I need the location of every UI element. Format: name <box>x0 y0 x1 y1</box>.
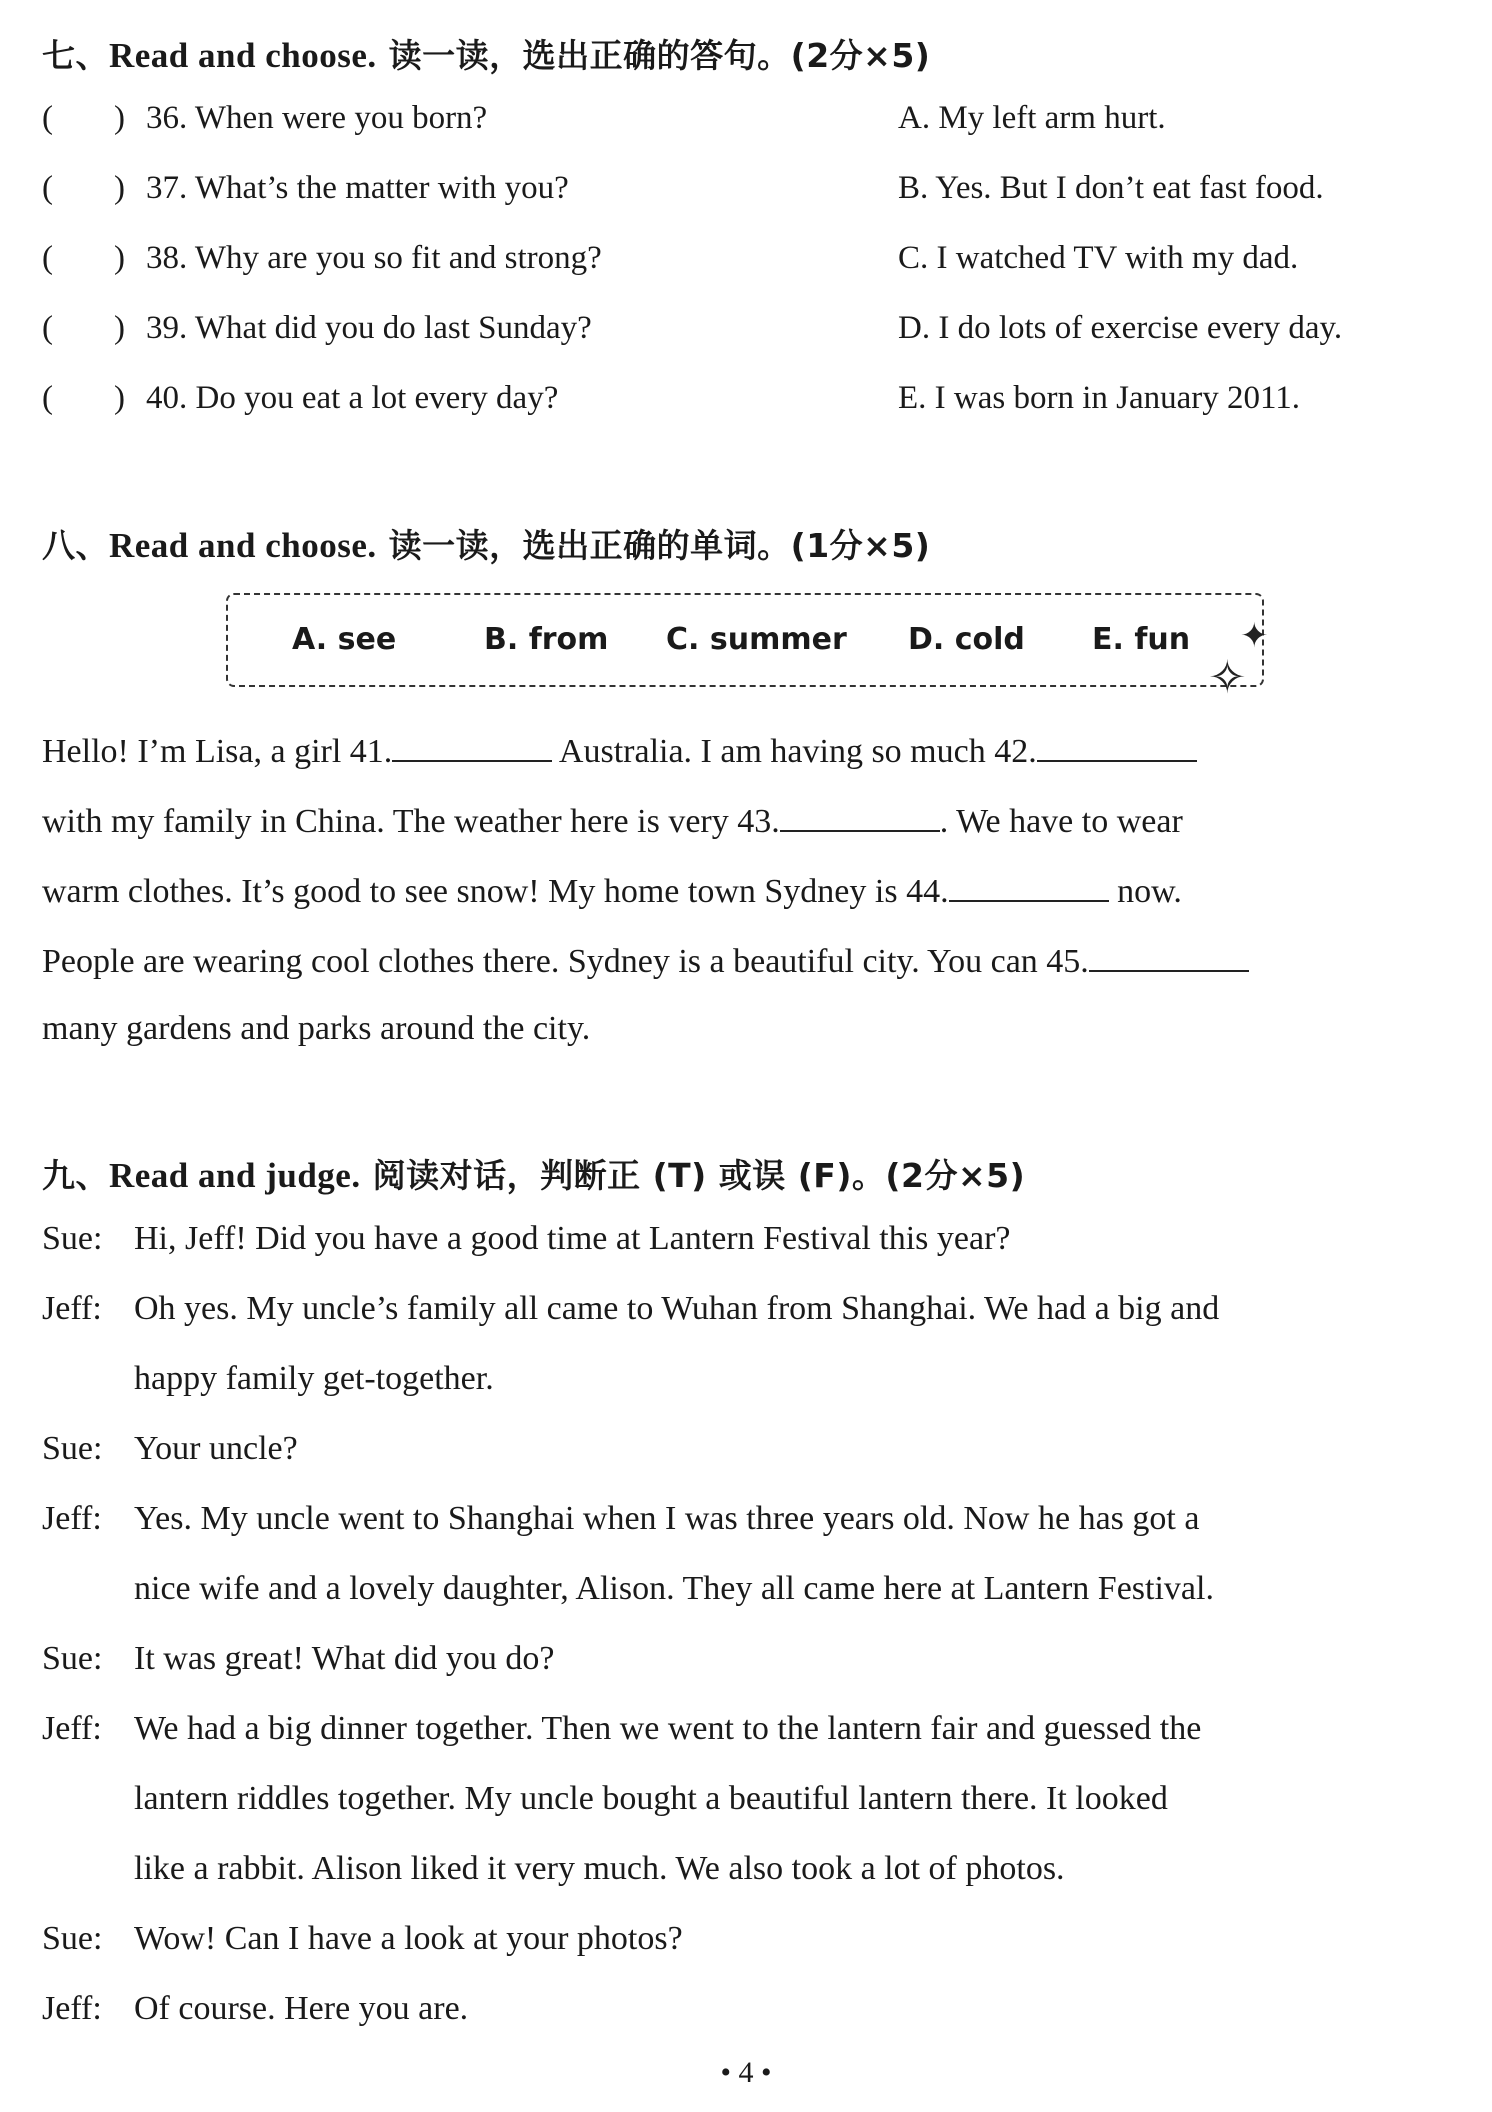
dialogue-text: Of course. Here you are. <box>134 1990 469 2027</box>
passage-text: Hello! I’m Lisa, a girl 41. <box>42 733 393 770</box>
word-option: C. summer <box>666 622 847 657</box>
answer-blank <box>949 870 1109 902</box>
dialogue-text: It was great! What did you do? <box>134 1640 555 1677</box>
answer-option: A. My left arm hurt. <box>898 100 1166 136</box>
word-option: D. cold <box>908 622 1025 657</box>
dialogue-line <box>42 1850 1452 1902</box>
section-7-number: 七、 <box>42 36 109 75</box>
question-row <box>42 380 1452 430</box>
section-9-title-en: Read and judge. <box>109 1156 361 1195</box>
dialogue-line <box>42 1500 1452 1552</box>
question-row <box>42 170 1452 220</box>
question-row <box>42 240 1452 290</box>
dialogue-text: lantern riddles together. My uncle bought a beautiful lantern there. It looked <box>134 1780 1168 1817</box>
dialogue-line <box>42 1290 1452 1342</box>
dialogue-line <box>42 1360 1452 1412</box>
answer-paren-close: ) <box>114 380 125 416</box>
answer-paren-close: ) <box>114 170 125 206</box>
passage-line <box>42 940 1452 992</box>
dialogue-text: happy family get-together. <box>134 1360 494 1397</box>
answer-blank <box>1089 940 1249 972</box>
sparkle-star-icon: ✧ <box>1208 650 1247 704</box>
passage-text: now. <box>1108 873 1182 910</box>
speaker-name: Sue: <box>42 1920 103 1957</box>
answer-option: B. Yes. But I don’t eat fast food. <box>898 170 1324 206</box>
section-9-number: 九、 <box>42 1156 109 1195</box>
answer-option: C. I watched TV with my dad. <box>898 240 1299 276</box>
speaker-name: Sue: <box>42 1430 103 1467</box>
question-text: 36. When were you born? <box>146 100 488 136</box>
answer-paren-open: ( <box>42 170 53 206</box>
page-number: • 4 • <box>720 2056 772 2089</box>
dialogue-text: like a rabbit. Alison liked it very much. We also took a lot of photos. <box>134 1850 1065 1887</box>
passage-text: warm clothes. It’s good to see snow! My home town Sydney is 44. <box>42 873 949 910</box>
section-8-title <box>42 520 930 567</box>
answer-paren-open: ( <box>42 380 53 416</box>
section-7-title <box>42 30 930 77</box>
answer-blank <box>1037 730 1197 762</box>
word-option: B. from <box>484 622 609 657</box>
speaker-name: Jeff: <box>42 1710 102 1747</box>
question-text: 40. Do you eat a lot every day? <box>146 380 559 416</box>
answer-option: D. I do lots of exercise every day. <box>898 310 1343 346</box>
question-text: 38. Why are you so fit and strong? <box>146 240 602 276</box>
answer-paren-close: ) <box>114 310 125 346</box>
dialogue-line <box>42 1710 1452 1762</box>
answer-option: E. I was born in January 2011. <box>898 380 1301 416</box>
question-text: 37. What’s the matter with you? <box>146 170 569 206</box>
dialogue-text: nice wife and a lovely daughter, Alison. They all came here at Lantern Festival. <box>134 1570 1214 1607</box>
dialogue-text: Oh yes. My uncle’s family all came to Wuhan from Shanghai. We had a big and <box>134 1290 1220 1327</box>
speaker-name: Sue: <box>42 1640 103 1677</box>
dialogue-text: Wow! Can I have a look at your photos? <box>134 1920 683 1957</box>
passage-text: Australia. I am having so much 42. <box>552 733 1037 770</box>
dialogue-line <box>42 1640 1452 1692</box>
section-9-title <box>42 1150 1025 1197</box>
word-bank-box <box>226 593 1264 687</box>
section-9-title-cn: 阅读对话，判断正 (T) 或误 (F)。(2分×5) <box>372 1156 1026 1195</box>
section-8-title-en: Read and choose. <box>109 526 377 565</box>
section-7-title-cn: 读一读，选出正确的答句。(2分×5) <box>388 36 931 75</box>
section-8-number: 八、 <box>42 526 109 565</box>
dialogue-line <box>42 1220 1452 1272</box>
dialogue-line <box>42 1920 1452 1972</box>
section-7-title-en: Read and choose. <box>109 36 377 75</box>
passage-text: . We have to wear <box>939 803 1183 840</box>
answer-paren-open: ( <box>42 310 53 346</box>
sparkle-star-icon: ✦ <box>1240 616 1269 656</box>
passage-line <box>42 1010 1452 1062</box>
speaker-name: Sue: <box>42 1220 103 1257</box>
word-option: E. fun <box>1092 622 1191 657</box>
answer-blank <box>780 800 940 832</box>
dialogue-line <box>42 1780 1452 1832</box>
dialogue-text: Yes. My uncle went to Shanghai when I was three years old. Now he has got a <box>134 1500 1200 1537</box>
answer-paren-open: ( <box>42 240 53 276</box>
speaker-name: Jeff: <box>42 1500 102 1537</box>
dialogue-line <box>42 1990 1452 2042</box>
passage-text: with my family in China. The weather here is very 43. <box>42 803 780 840</box>
dialogue-line <box>42 1570 1452 1622</box>
answer-blank <box>392 730 552 762</box>
dialogue-line <box>42 1430 1452 1482</box>
speaker-name: Jeff: <box>42 1290 102 1327</box>
passage-line <box>42 800 1452 852</box>
question-row <box>42 310 1452 360</box>
question-text: 39. What did you do last Sunday? <box>146 310 592 346</box>
passage-text: many gardens and parks around the city. <box>42 1010 591 1047</box>
answer-paren-close: ) <box>114 240 125 276</box>
question-row <box>42 100 1452 150</box>
passage-line <box>42 870 1452 922</box>
word-option: A. see <box>292 622 397 657</box>
answer-paren-open: ( <box>42 100 53 136</box>
passage-line <box>42 730 1452 782</box>
passage-text: People are wearing cool clothes there. Sydney is a beautiful city. You can 45. <box>42 943 1089 980</box>
dialogue-text: Hi, Jeff! Did you have a good time at Lantern Festival this year? <box>134 1220 1011 1257</box>
speaker-name: Jeff: <box>42 1990 102 2027</box>
dialogue-text: Your uncle? <box>134 1430 298 1467</box>
section-8-title-cn: 读一读，选出正确的单词。(1分×5) <box>388 526 931 565</box>
answer-paren-close: ) <box>114 100 125 136</box>
dialogue-text: We had a big dinner together. Then we went to the lantern fair and guessed the <box>134 1710 1202 1747</box>
